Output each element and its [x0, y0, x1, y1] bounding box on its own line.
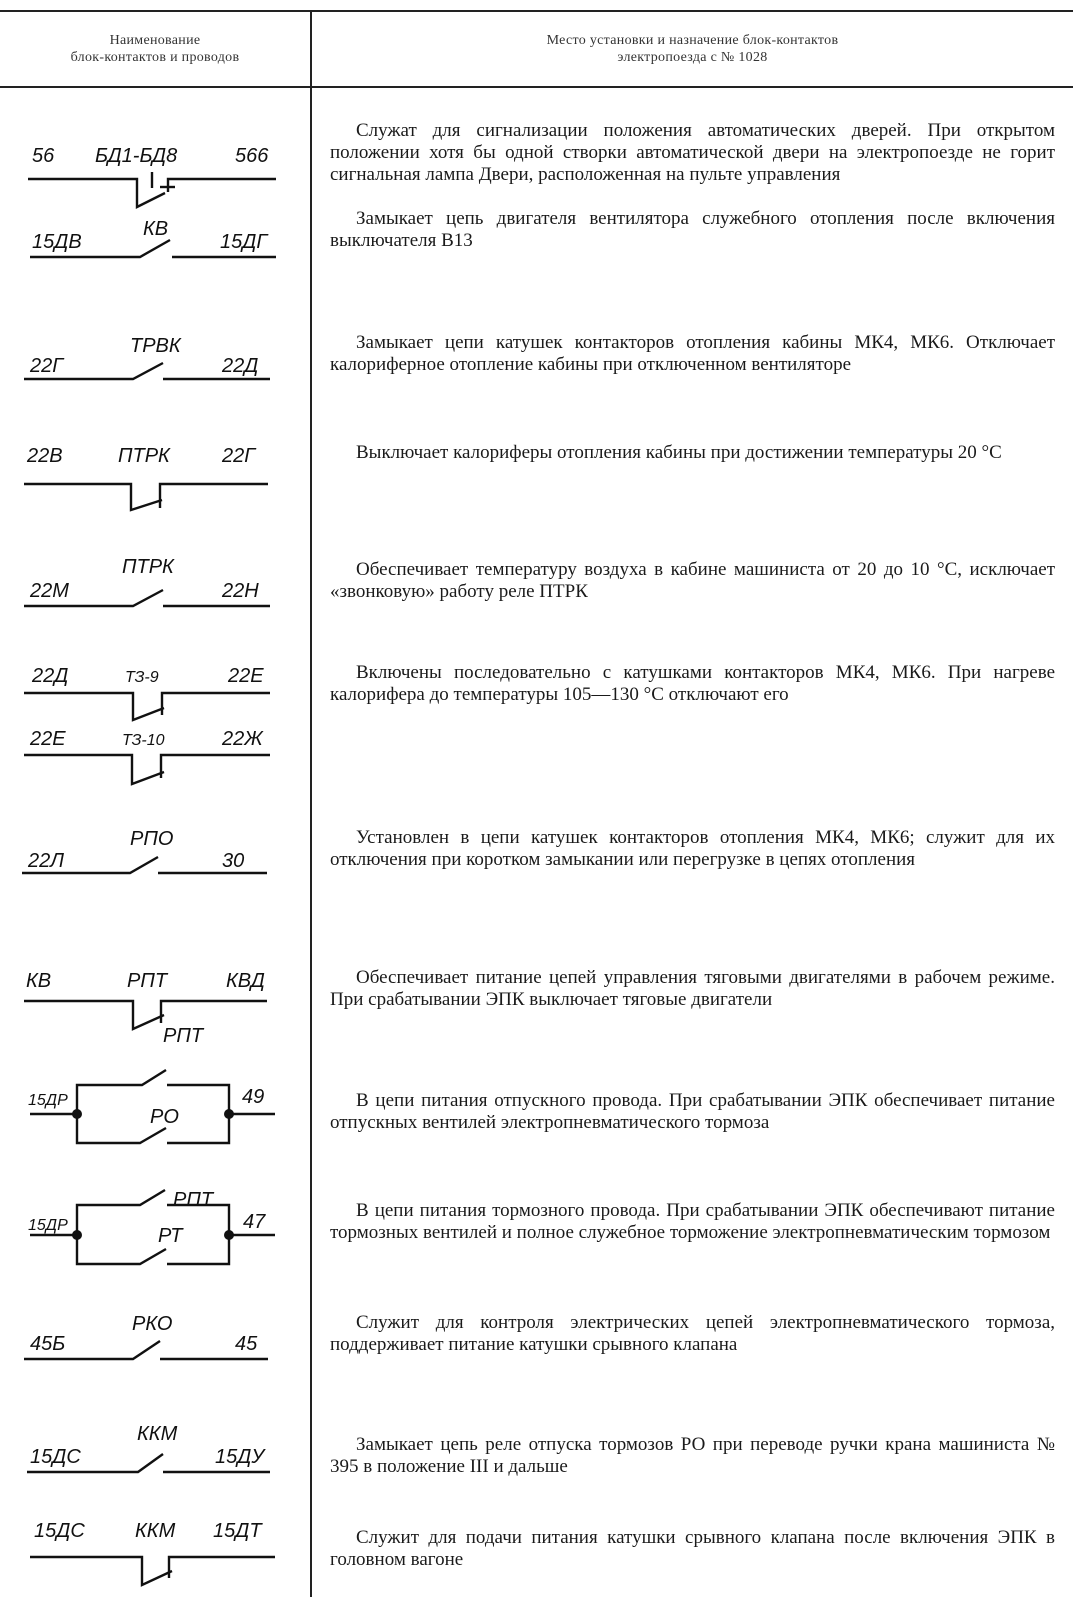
row-description: Замыкает цепь реле отпуска тормозов РО при переводе ручки крана машиниста № 395 в положение III и дальше	[330, 1434, 1055, 1477]
wire-label-right: 15ДУ	[215, 1446, 265, 1468]
schematic-ro	[0, 1075, 310, 1155]
row-description: В цепи питания отпускного провода. При срабатывании ЭПК обеспечивает питание отпускных вентилей электропневматического тормоза	[330, 1090, 1055, 1133]
junction-dot	[72, 1230, 82, 1240]
schematic-rpo	[0, 825, 310, 885]
contact-label-2: РПТ	[163, 1025, 204, 1047]
wire-label-left-kv: 15ДВ	[32, 231, 82, 253]
wire-label-right: 49	[242, 1086, 265, 1108]
contact-label: ПТРК	[118, 445, 170, 467]
row-description: Замыкает цепь двигателя вентилятора служебного отопления после включения выключателя В13	[330, 208, 1055, 251]
contact-label: РПО	[130, 828, 174, 850]
schematic-kkm-no	[0, 1420, 310, 1480]
wire-label-left: 22Д	[32, 665, 69, 687]
row-description: Служит для подачи питания катушки срывного клапана после включения ЭПК в головном вагоне	[330, 1527, 1055, 1570]
contact-label: РКО	[132, 1313, 173, 1335]
nc-contact-right	[160, 484, 268, 508]
contact-label-2: РПТ	[173, 1189, 214, 1211]
row-description: Служит для контроля электрических цепей электропневматического тормоза, поддерживает питание катушки срывного клапана	[330, 1312, 1055, 1355]
header-col2	[312, 32, 1073, 66]
row-description: Обеспечивает температуру воздуха в кабине машиниста от 20 до 10 °С, исключает «звонковую» работу реле ПТРК	[330, 559, 1055, 602]
wire-label-right-kv: 15ДГ	[220, 231, 268, 253]
wire-label-right: 22Н	[222, 580, 259, 602]
nc-contact	[24, 484, 162, 510]
row-description: В цепи питания тормозного провода. При срабатывании ЭПК обеспечивают питание тормозных вентилей и полное служебное торможение электропневматическим тормозом	[330, 1200, 1055, 1243]
contact-label: РО	[150, 1106, 179, 1128]
wire-label-left: 15ДС	[34, 1520, 85, 1542]
contact-label: ТЗ-9	[125, 669, 159, 686]
junction-dot	[224, 1230, 234, 1240]
contact-label: ККМ	[137, 1423, 178, 1445]
nc-contact	[24, 1001, 164, 1029]
junction-dot	[224, 1109, 234, 1119]
schematic-trvk	[0, 330, 310, 390]
nc-contact	[30, 1557, 172, 1585]
upper-branch	[77, 1190, 165, 1235]
schematic-rko	[0, 1310, 310, 1370]
contact-label-2: ТЗ-10	[122, 732, 165, 749]
row-description: Выключает калориферы отопления кабины при достижении температуры 20 °С	[356, 442, 1002, 463]
column-divider-body	[310, 88, 312, 1597]
row-description: Установлен в цепи катушек контакторов отопления МК4, МК6; служит для их отключения при коротком замыкании или перегрузке в цепях отопления	[330, 827, 1055, 870]
schematic-rpt	[0, 965, 310, 1045]
lower-branch	[77, 1235, 166, 1264]
schematic-ptrk-nc	[0, 440, 310, 510]
header-col1-line1: Наименование	[109, 33, 201, 48]
header-col2-line2: электропоезда с № 1028	[617, 50, 768, 65]
wire-label-right: 566	[235, 145, 269, 167]
wire-label-left: 22Л	[28, 850, 64, 872]
wire-label-left: 15ДР	[28, 1217, 68, 1234]
header-col1	[0, 32, 310, 66]
schematic-bd	[0, 130, 310, 260]
row-description: Обеспечивает питание цепей управления тяговыми двигателями в рабочем режиме. При срабатывании ЭПК выключает тяговые двигатели	[330, 967, 1055, 1010]
nc-contact-right	[161, 1001, 267, 1023]
junction-dot	[72, 1109, 82, 1119]
contact-label: РПТ	[127, 970, 168, 992]
row-description: Служат для сигнализации положения автоматических дверей. При открытом положении хотя бы одной створки автоматической двери на электропоезде не горит сигнальная лампа Двери, расположенная на пульте управления	[330, 120, 1055, 185]
nc-contact-right	[162, 693, 270, 715]
wire-label-left: 56	[32, 145, 55, 167]
header-col2-line1: Место установки и назначение блок-контактов	[546, 33, 839, 48]
contact-label: ТРВК	[130, 335, 181, 357]
wire-label-right: 47	[243, 1211, 266, 1233]
contact-label-kv: КВ	[143, 218, 169, 240]
row-description: Включены последовательно с катушками контакторов МК4, МК6. При нагреве калорифера до температуры 105—130 °С отключают его	[330, 662, 1055, 705]
wire-label-left-2: 22Е	[30, 728, 66, 750]
wire-label-right: 30	[222, 850, 245, 872]
wire-label-left: 15ДС	[30, 1446, 81, 1468]
schematic-ptrk-no	[0, 555, 310, 615]
contact-label: БД1-БД8	[95, 145, 178, 167]
header-col1-line2: блок-контактов и проводов	[70, 50, 240, 65]
wire-label-right: 45	[235, 1333, 258, 1355]
wire-label-right-2: 22Ж	[222, 728, 263, 750]
schematic-tz	[0, 660, 310, 790]
table-header-rule	[0, 86, 1073, 88]
wire-label-left: 22М	[30, 580, 69, 602]
wire-label-right: 22Г	[222, 445, 256, 467]
wire-label-right: 15ДТ	[213, 1520, 262, 1542]
wire-label-left: 45Б	[30, 1333, 66, 1355]
wire-label-left: 22Г	[30, 355, 64, 377]
schematic-rt	[0, 1190, 310, 1270]
contact-label: ККМ	[135, 1520, 176, 1542]
contact-label: ПТРК	[122, 556, 174, 578]
wire-label-right: 22Д	[222, 355, 259, 377]
wire-label-left: 22В	[27, 445, 63, 467]
wire-label-right: КВД	[226, 970, 265, 992]
wire-label-left: 15ДР	[28, 1092, 68, 1109]
nc-contact-2	[24, 755, 164, 784]
nc-contact-wire	[28, 179, 165, 207]
wire-label-left: КВ	[26, 970, 52, 992]
row-description: Замыкает цепи катушек контакторов отопления кабины МК4, МК6. Отключает калориферное отопление кабины при отключенном вентиляторе	[330, 332, 1055, 375]
nc-contact	[24, 693, 164, 720]
nc-contact-2-right	[161, 755, 270, 778]
schematic-kkm-nc	[0, 1515, 310, 1595]
contact-label: РТ	[158, 1225, 183, 1247]
nc-contact-wire-right	[168, 179, 276, 192]
table-top-rule	[0, 10, 1073, 12]
nc-contact-right	[169, 1557, 275, 1578]
wire-label-right: 22Е	[228, 665, 264, 687]
